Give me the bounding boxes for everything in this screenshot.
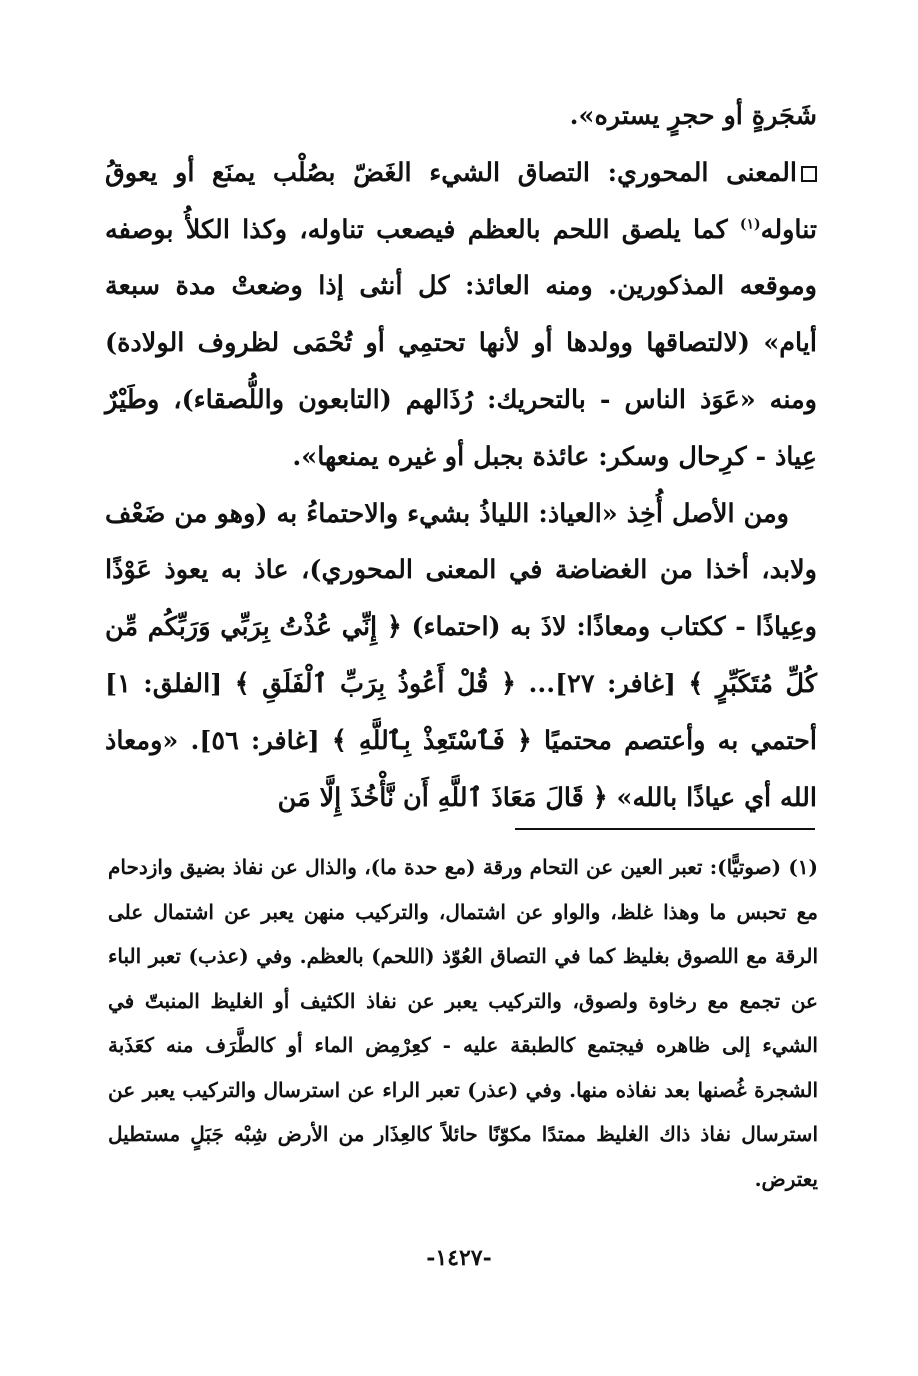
square-marker-icon [801, 166, 817, 182]
paragraph-1: شَجَرةٍ أو حجرٍ يستره». [569, 101, 817, 131]
footnote-text: (صوتيًّا): تعبر العين عن التحام ورقة (مع حدة ما)، والذال عن نفاذ بضيق وازدحام مع تحبس ما وهذا غلظ، والواو عن اشتمال، والتركيب منهن يعبر عن اشتمال على الرقة مع اللصوق بغليظ كما في التصاق العُوّذ (اللحم) بالعظم. وفي (عذب) تعبر الباء عن تجمع مع رخاوة ولصوق، والتركيب يعبر عن نفاذ الكثيف أو الغليظ المنبتّ في الشيء إلى ظاهره فيجتمع كالطبقة عليه - كعِرْمِض الماء أو كالطَّرَف منه كعَذَبة الشجرة غُصنها بعد نفاذه منها. وفي (عذر) تعبر الراء عن استرسال والتركيب يعبر عن استرسال نفاذ ذاك الغليظ ممتدًا مكوّنًا حائلاً كالعِذَار من الأرض شِبْه جَبَلٍ مستطيل يعترض. [108, 855, 818, 1191]
paragraph-2-lead: المعنى المحوري: التصاق الشيء الغَضّ بصُلْب يمنَع أو يعوقُ تناوله [105, 157, 817, 245]
footnote-separator [515, 828, 815, 830]
main-text [105, 88, 817, 826]
footnote-paragraph [108, 845, 818, 1201]
footnote-reference[interactable]: (١) [739, 216, 761, 233]
footnote-number: (١) [788, 855, 818, 879]
page-number: -١٤٢٧- [426, 1245, 492, 1271]
footnote [108, 845, 818, 1201]
paragraph-2-body: كما يلصق اللحم بالعظم فيصعب تناوله، وكذا الكلأُ بوصفه وموقعه المذكورين. ومنه العائذ: كل أنثى إذا وضعتْ مدة سبعة أيام» (لالتصاقها وولدها أو لأنها تحتمِي أو تُحْمَى لظروف الولادة) ومنه «عَوَذ الناس - بالتحريك: رُذَالهم (التابعون واللُّصقاء)، وطَيْرٌ عِياذ - كرِحال وسكر: عائذة بجبل أو غيره يمنعها». [105, 214, 817, 472]
paragraph-3: ومن الأصل أُخِذ «العياذ: اللياذُ بشيء والاحتماءُ به (وهو من ضَعْف ولابد، أخذا من الغضاضة في المعنى المحوري)، عاذ به يعوذ عَوْذًا وعِياذًا - ككتاب ومعاذًا: لاذَ به (احتماء) ﴿ إِنِّي عُذْتُ بِرَبِّي وَرَبِّكُم مِّن كُلِّ مُتَكَبِّرٍ ﴾ [غافر: ٢٧]... ﴿ قُلْ أَعُوذُ بِرَبِّ ٱلْفَلَقِ ﴾ [الفلق: ١] أحتمي به وأعتصم محتميًا ﴿ فَٱسْتَعِذْ بِٱللَّهِ ﴾ [غافر: ٥٦]. «ومعاذ الله أي عياذًا بالله» ﴿ قَالَ مَعَاذَ ٱللَّهِ أَن نَّأْخُذَ إِلَّا مَن [105, 498, 817, 813]
paragraph-2 [105, 145, 817, 486]
